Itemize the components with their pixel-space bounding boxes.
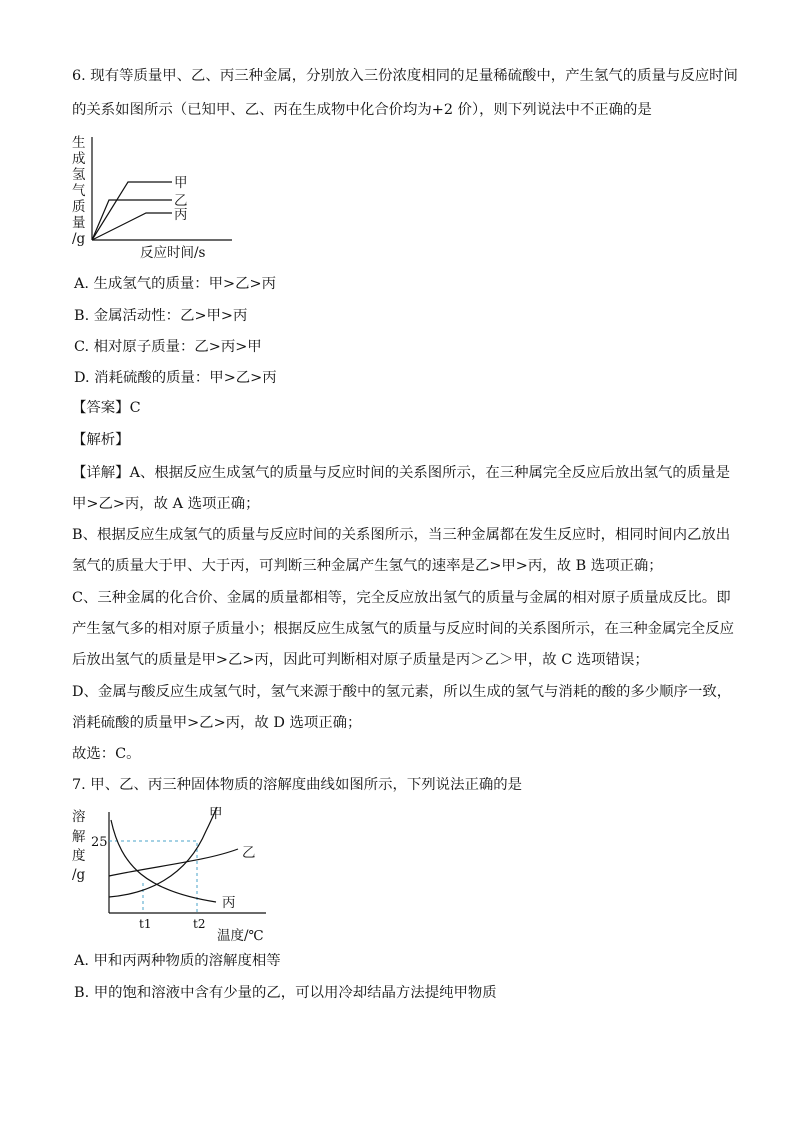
q6-ylabel-char: 氢 bbox=[72, 167, 86, 183]
q7-label-yi: 乙 bbox=[242, 845, 256, 861]
q7-stem: 7. 甲、乙、丙三种固体物质的溶解度曲线如图所示，下列说法正确的是 bbox=[72, 777, 523, 793]
q6-ylabel-char: 成 bbox=[72, 151, 86, 167]
q7-label-jia: 甲 bbox=[209, 806, 223, 822]
q6-detail-line: 【详解】A、根据反应生成氢气的质量与反应时间的关系图所示，在三种属完全反应后放出氢气的质量是 bbox=[72, 465, 730, 481]
q6-ylabel-char: 气 bbox=[72, 183, 86, 199]
q6-curve-bing bbox=[92, 213, 172, 240]
q7-solubility-chart bbox=[66, 806, 272, 944]
q7-ylabel-char: 解 bbox=[72, 829, 86, 845]
q7-option-b: B. 甲的饱和溶液中含有少量的乙，可以用冷却结晶方法提纯甲物质 bbox=[74, 985, 497, 1001]
q6-detail-line: B、根据反应生成氢气的质量与反应时间的关系图所示，当三种金属都在发生反应时，相同时间内乙放出 bbox=[72, 527, 731, 543]
q6-label-jia: 甲 bbox=[174, 175, 188, 191]
q7-ylabel-char: 度 bbox=[72, 848, 86, 864]
q7-label-bing: 丙 bbox=[222, 895, 236, 911]
q6-hydrogen-mass-chart bbox=[66, 134, 236, 266]
q7-x-tick-t2: t2 bbox=[193, 917, 206, 931]
q6-ylabel-char: 质 bbox=[72, 199, 86, 215]
q7-ylabel-char: 溶 bbox=[72, 809, 86, 825]
q6-x-axis-label: 反应时间/s bbox=[140, 245, 206, 261]
q6-label-bing: 丙 bbox=[174, 207, 188, 223]
q6-detail-line: 甲>乙>丙，故 A 选项正确； bbox=[72, 496, 260, 512]
q6-label-yi: 乙 bbox=[174, 193, 188, 209]
q6-detail-line: 后放出氢气的质量是甲>乙>丙，因此可判断相对原子质量是丙＞乙＞甲，故 C 选项错误； bbox=[72, 652, 649, 668]
q6-option-b: B. 金属活动性：乙>甲>丙 bbox=[74, 308, 248, 324]
q6-ylabel-unit: /g bbox=[72, 231, 86, 247]
q6-analysis-heading: 【解析】 bbox=[72, 432, 130, 448]
q6-y-axis-label bbox=[72, 134, 86, 247]
q6-detail-line: D、金属与酸反应生成氢气时，氢气来源于酸中的氢元素，所以生成的氢气与消耗的酸的多少顺序一致， bbox=[72, 684, 732, 700]
q6-detail-line: 故选：C。 bbox=[72, 746, 141, 762]
q7-option-a: A. 甲和丙两种物质的溶解度相等 bbox=[74, 953, 281, 969]
q6-detail-line: 氢气的质量大于甲、大于丙，可判断三种金属产生氢气的速率是乙>甲>丙，故 B 选项正确； bbox=[72, 558, 663, 574]
q6-stem-line-1: 6. 现有等质量甲、乙、丙三种金属，分别放入三份浓度相同的足量稀硫酸中，产生氢气的质量与反应时间 bbox=[72, 68, 738, 84]
q7-y-tick-25: 25 bbox=[91, 835, 108, 850]
q7-y-axis-label bbox=[72, 808, 86, 883]
q6-option-a: A. 生成氢气的质量：甲>乙>丙 bbox=[74, 276, 276, 292]
q6-detail-line: C、三种金属的化合价、金属的质量都相等，完全反应放出氢气的质量与金属的相对原子质量成反比。即 bbox=[72, 590, 731, 606]
q7-curve-yi bbox=[109, 849, 238, 876]
q6-option-c: C. 相对原子质量：乙>丙>甲 bbox=[74, 339, 262, 355]
q6-detail-line: 消耗硫酸的质量甲>乙>丙，故 D 选项正确； bbox=[72, 715, 362, 731]
q6-detail-line: 产生氢气多的相对原子质量小；根据反应生成氢气的质量与反应时间的关系图所示，在三种金属完全反应 bbox=[72, 621, 734, 637]
q6-stem-line-2: 的关系如图所示（已知甲、乙、丙在生成物中化合价均为+2 价），则下列说法中不正确的是 bbox=[72, 102, 652, 118]
q7-x-axis-label: 温度/℃ bbox=[217, 928, 264, 944]
q6-option-d: D. 消耗硫酸的质量：甲>乙>丙 bbox=[74, 370, 277, 386]
q6-ylabel-char: 量 bbox=[72, 215, 86, 231]
q6-ylabel-char: 生 bbox=[72, 135, 86, 151]
q7-x-tick-t1: t1 bbox=[139, 917, 152, 931]
q7-curve-bing bbox=[111, 820, 216, 902]
q7-curve-jia bbox=[109, 807, 217, 897]
q7-ylabel-unit: /g bbox=[72, 867, 86, 883]
q6-answer: 【答案】C bbox=[72, 400, 141, 416]
